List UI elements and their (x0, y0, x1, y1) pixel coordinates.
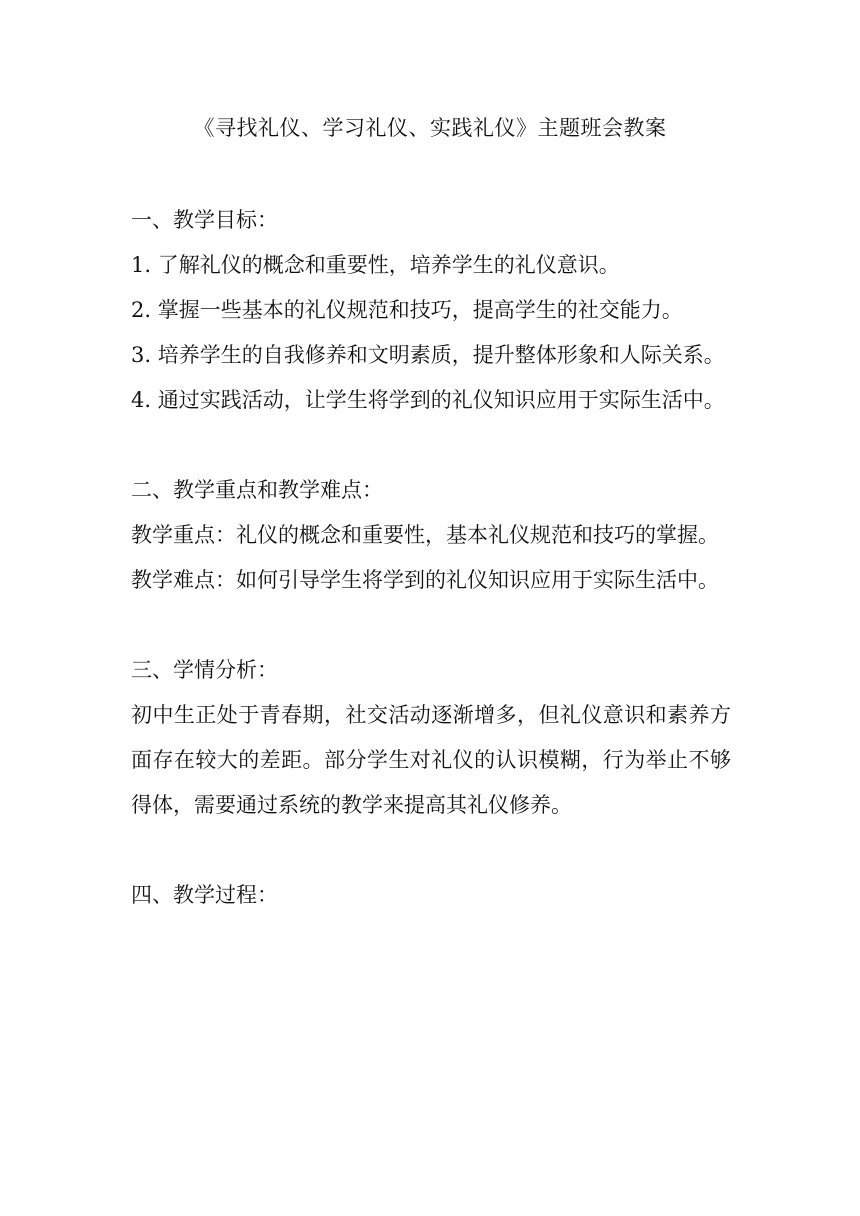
section-heading-key-points: 二、教学重点和教学难点： (131, 478, 383, 502)
section-spacer (131, 828, 731, 873)
teaching-difficulty: 教学难点：如何引导学生将学到的礼仪知识应用于实际生活中。 (131, 568, 719, 592)
section-heading-process: 四、教学过程： (131, 883, 278, 907)
objective-item-4: 4. 通过实践活动，让学生将学到的礼仪知识应用于实际生活中。 (131, 388, 725, 412)
objective-item-2: 2. 掌握一些基本的礼仪规范和技巧，提高学生的社交能力。 (131, 298, 683, 322)
teaching-key-point: 教学重点：礼仪的概念和重要性，基本礼仪规范和技巧的掌握。 (131, 523, 719, 547)
document-title: 《寻找礼仪、学习礼仪、实践礼仪》主题班会教案 (193, 116, 667, 140)
section-heading-analysis: 三、学情分析： (131, 658, 278, 682)
section-heading-objectives: 一、教学目标： (131, 208, 278, 232)
objective-item-1: 1. 了解礼仪的概念和重要性，培养学生的礼仪意识。 (131, 253, 620, 277)
document-body (131, 198, 731, 918)
objective-item-3: 3. 培养学生的自我修养和文明素质，提升整体形象和人际关系。 (131, 343, 725, 367)
section-spacer (131, 603, 731, 648)
section-spacer (131, 423, 731, 468)
analysis-paragraph: 初中生正处于青春期，社交活动逐渐增多，但礼仪意识和素养方面存在较大的差距。部分学生对礼仪的认识模糊，行为举止不够得体，需要通过系统的教学来提高其礼仪修养。 (131, 703, 731, 817)
